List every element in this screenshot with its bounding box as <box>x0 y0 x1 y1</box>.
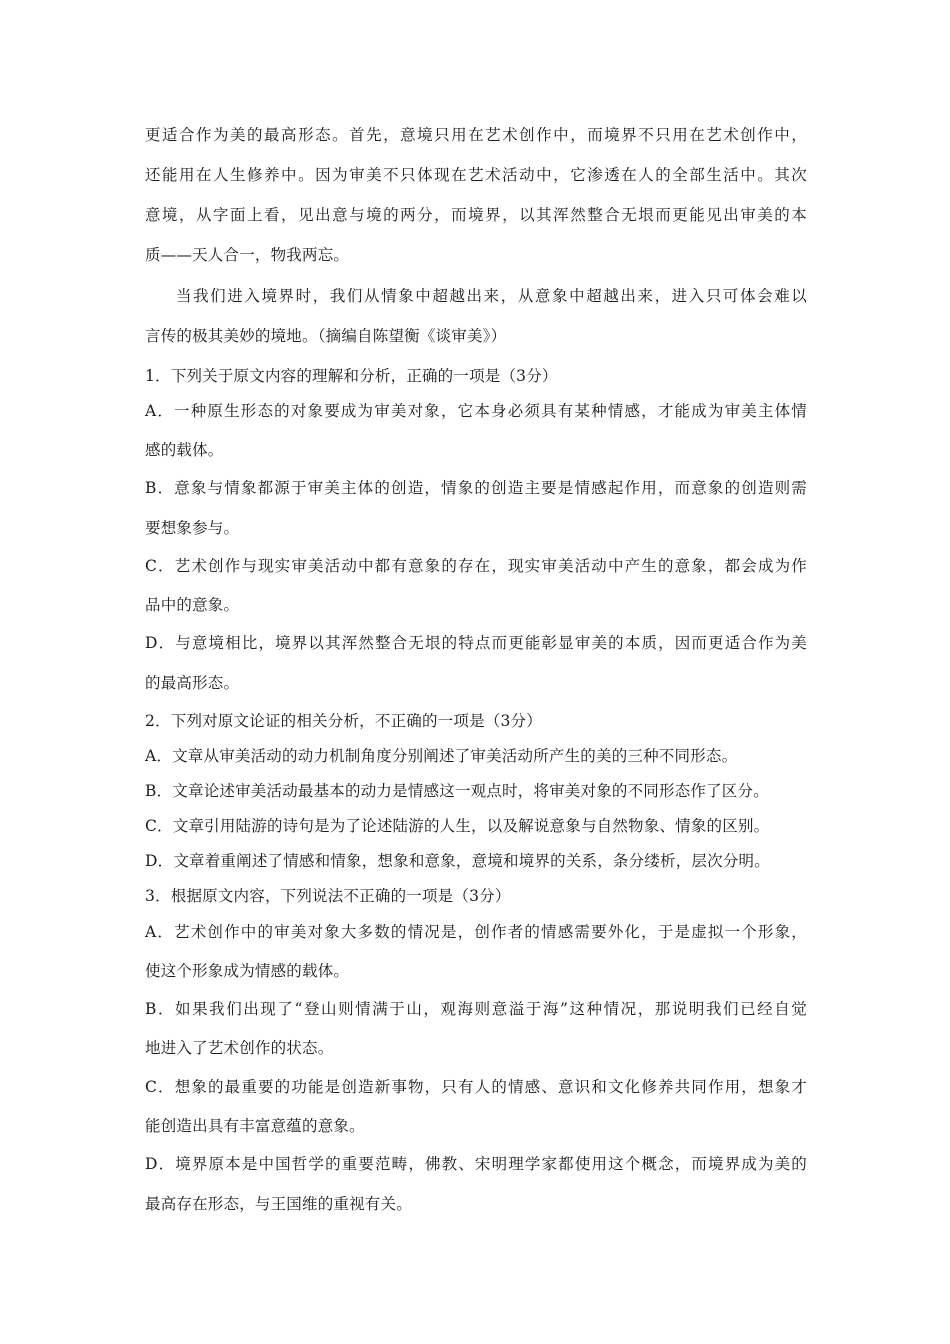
passage-line: 更适合作为美的最高形态。首先，意境只用在艺术创作中，而境界不只用在艺术创作中， <box>145 126 807 144</box>
option-line: 感的载体。 <box>145 441 224 459</box>
option-line: A．一种原生形态的对象要成为审美对象，它本身必须具有某种情感，才能成为审美主体情 <box>145 402 807 420</box>
option-line: B．意象与情象都源于审美主体的创造，情象的创造主要是情感起作用，而意象的创造则需 <box>145 479 807 497</box>
question-stem: 3．根据原文内容，下列说法不正确的一项是（3分） <box>145 887 511 905</box>
option-line: B．文章论述审美活动最基本的动力是情感这一观点时，将审美对象的不同形态作了区分。 <box>145 782 769 800</box>
option-line: A．文章从审美活动的动力机制角度分别阐述了审美活动所产生的美的三种不同形态。 <box>145 747 738 765</box>
passage-line: 还能用在人生修养中。因为审美不只体现在艺术活动中，它渗透在人的全部生活中。其次 <box>145 166 807 184</box>
passage-line: 当我们进入境界时，我们从情象中超越出来，从意象中超越出来，进入只可体会难以 <box>176 287 807 305</box>
passage-line: 意境，从字面上看，见出意与境的两分，而境界，以其浑然整合无垠而更能见出审美的本 <box>145 206 807 224</box>
option-line: 地进入了艺术创作的状态。 <box>145 1039 334 1057</box>
option-line: D．文章着重阐述了情感和情象，想象和意象，意境和境界的关系，条分缕析，层次分明。 <box>145 852 770 870</box>
option-line: 品中的意象。 <box>145 596 240 614</box>
passage-line: 言传的极其美妙的境地。（摘编自陈望衡《谈审美》） <box>145 327 507 345</box>
option-line: C．文章引用陆游的诗句是为了论述陆游的人生，以及解说意象与自然物象、情象的区别。 <box>145 817 770 835</box>
option-line: 最高存在形态，与王国维的重视有关。 <box>145 1195 412 1213</box>
option-line: D．境界原本是中国哲学的重要范畴，佛教、宋明理学家都使用这个概念，而境界成为美的 <box>145 1155 807 1173</box>
option-line: 能创造出具有丰富意蕴的意象。 <box>145 1117 365 1135</box>
option-line: D．与意境相比，境界以其浑然整合无垠的特点而更能彰显审美的本质，因而更适合作为美 <box>145 634 807 652</box>
option-line: 要想象参与。 <box>145 519 240 537</box>
option-line: B．如果我们出现了“登山则情满于山，观海则意溢于海”这种情况，那说明我们已经自觉 <box>145 1000 807 1018</box>
option-line: 的最高形态。 <box>145 674 240 692</box>
question-stem: 2．下列对原文论证的相关分析，不正确的一项是（3分） <box>145 712 542 730</box>
option-line: 使这个形象成为情感的载体。 <box>145 962 350 980</box>
option-line: A．艺术创作中的审美对象大多数的情况是，创作者的情感需要外化，于是虚拟一个形象， <box>145 923 807 941</box>
passage-line: 质——天人合一，物我两忘。 <box>145 246 350 264</box>
option-line: C．想象的最重要的功能是创造新事物，只有人的情感、意识和文化修养共同作用，想象才 <box>145 1078 807 1096</box>
question-stem: 1．下列关于原文内容的理解和分析，正确的一项是（3分） <box>145 367 558 385</box>
option-line: C．艺术创作与现实审美活动中都有意象的存在，现实审美活动中产生的意象，都会成为作 <box>145 557 807 575</box>
